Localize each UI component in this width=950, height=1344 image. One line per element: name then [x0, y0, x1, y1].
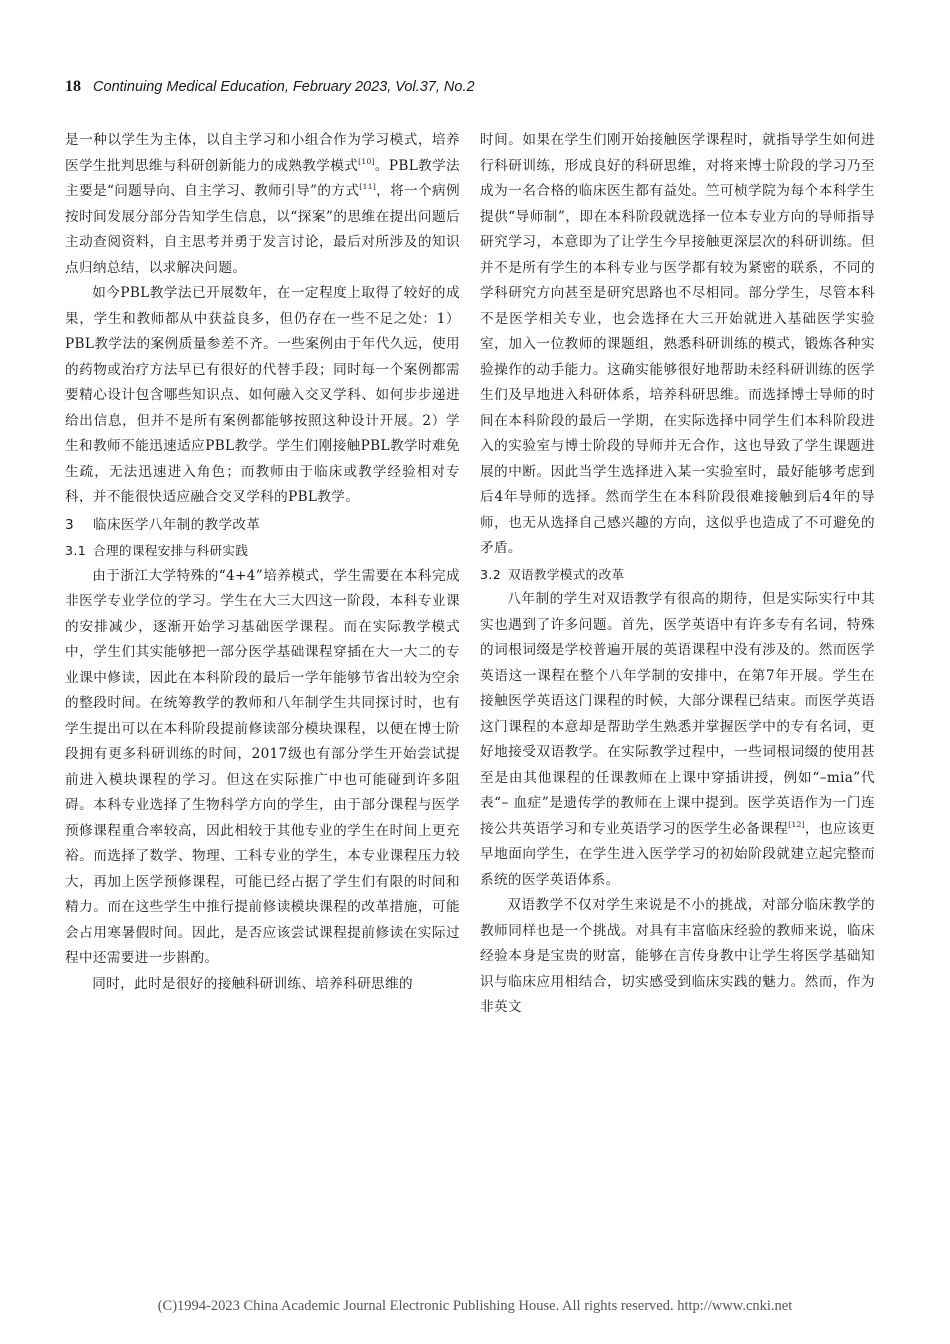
text: ，也应该更早地面向学生，在学生进入医学学习的初始阶段就建立起完整而系统的医学英语体系。 [480, 820, 876, 888]
running-header [65, 78, 885, 100]
subsection-number: 3.1 [65, 543, 87, 558]
citation-ref[interactable]: [12] [788, 819, 805, 829]
section-number: 3 [65, 516, 74, 533]
paragraph-pbl-shortcomings: 如今PBL教学法已开展数年，在一定程度上取得了较好的成果，学生和教师都从中获益良多，但仍存在一些不足之处：1）PBL教学法的案例质量参差不齐。一些案例由于年代久远，使用的药物或治疗方法早已有很好的代替手段；同时每一个案例都需要精心设计包含哪些知识点、如何融入交叉学科、如何步步递进给出信息，但并不是所有案例都能够按照这种设计开展。2）学生和教师不能迅速适应PBL教学。学生们刚接触PBL教学时难免生疏，无法迅速进入角色；而教师由于临床或教学经验相对专科，并不能很快适应融合交叉学科的PBL教学。 [65, 285, 460, 505]
text: ，将一个病例按时间发展分部分告知学生信息，以“探案”的思维在提出问题后主动查阅资料，自主思考并勇于发言讨论，最后对所涉及的知识点归纳总结，以求解决问题。 [65, 183, 460, 276]
journal-citation: Continuing Medical Education, February 2023, Vol.37, No.2 [93, 79, 475, 95]
subsection-heading-3-1 [65, 538, 460, 564]
copyright-footer [0, 1298, 950, 1315]
copyright-text: (C)1994-2023 China Academic Journal Electronic Publishing House. All rights reserved. [157, 1298, 674, 1314]
citation-ref[interactable]: [11] [359, 182, 377, 191]
text: 。PBL教学法主要是“问题导向、自主学习、教师引导”的方式 [65, 157, 460, 199]
section-heading-3 [65, 513, 460, 539]
subsection-title: 合理的课程安排与科研实践 [93, 543, 249, 558]
left-column [65, 128, 460, 997]
subsection-heading-3-2 [480, 562, 875, 588]
site-url[interactable]: http://www.cnki.net [677, 1298, 793, 1314]
right-column [480, 128, 875, 1021]
text: 是一种以学生为主体，以自主学习和小组合作为学习模式，培养医学生批判思维与科研创新能力的成熟教学模式 [65, 132, 460, 174]
subsection-title: 双语教学模式的改革 [508, 566, 625, 582]
paragraph-research-training-start: 同时，此时是很好的接触科研训练、培养科研思维的 [92, 975, 413, 992]
paragraph-curriculum: 由于浙江大学特殊的“4+4”培养模式，学生需要在本科完成非医学专业学位的学习。学生在大三大四这一阶段，本科专业课的安排减少，逐渐开始学习基础医学课程。而在实际教学模式中，学生们其实能够把一部分医学基础课程穿插在大一大二的专业课中修读，因此在本科阶段的最后一学年能够节省出较为空余的整段时间。在统筹教学的教师和八年制学生共同探讨时，也有学生提出可以在本科阶段提前修读部分模块课程，以便在博士阶段拥有更多科研训练的时间，2017级也有部分学生开始尝试提前进入模块课程的学习。但这在实际推广中也可能碰到许多阻碍。本科专业选择了生物科学方向的学生，由于部分课程与医学预修课程重合率较高，因此相较于其他专业的学生在时间上更充裕。而选择了数学、物理、工科专业的学生，本专业课程压力较大，再加上医学预修课程，可能已经占据了学生们有限的时间和精力。而在这些学生中推行提前修读模块课程的改革措施，可能会占用寒暑假时间。因此，是否应该尝试课程提前修读在实际过程中还需要进一步斟酌。 [65, 567, 460, 966]
citation-ref[interactable]: [10] [358, 156, 375, 166]
paragraph-teacher-challenge: 双语教学不仅对学生来说是不小的挑战，对部分临床教学的教师同样也是一个挑战。对具有丰富临床经验的教师来说，临床经验本身是宝贵的财富，能够在言传身教中让学生将医学基础知识与临床应用相结合，切实感受到临床实践的魅力。然而，作为非英文 [480, 897, 875, 1015]
subsection-number: 3.2 [480, 566, 502, 582]
text: 八年制的学生对双语教学有很高的期待，但是实际实行中其实也遇到了许多问题。首先，医学英语中有许多专有名词，特殊的词根词缀是学校普遍开展的英语课程中没有涉及的。然而医学英语这一课程在整个八年学制的安排中，在第7年开展。学生在接触医学英语这门课程的时候，大部分课程已结束。而医学英语这门课程的本意却是帮助学生熟悉并掌握医学中的专有名词，更好地接受双语教学。在实际教学过程中，一些词根词缀的使用甚至是由其他课程的任课教师在上课中穿插讲授，例如“–mia”代表“– 血症”是遗传学的教师在上课中提到。医学英语作为一门连接公共英语学习和专业英语学习的医学生必备课程 [480, 591, 875, 837]
section-title: 临床医学八年制的教学改革 [93, 516, 261, 533]
paragraph-pbl-definition [65, 128, 460, 281]
paragraph-research-training-cont: 时间。如果在学生们刚开始接触医学课程时，就指导学生如何进行科研训练，形成良好的科研思维，对将来博士阶段的学习乃至成为一名合格的临床医生都有益处。竺可桢学院为每个本科学生提供“导师制”，即在本科阶段就选择一位本专业方向的导师指导研究学习，本意即为了让学生今早接触更深层次的科研训练。但并不是所有学生的本科专业与医学都有较为紧密的联系，不同的学科研究方向甚至是研究思路也不尽相同。部分学生，尽管本科不是医学相关专业，也会选择在大三开始就进入基础医学实验室，加入一位教师的课题组，熟悉科研训练的模式，锻炼各种实验操作的动手能力。这确实能够很好地帮助未经科研训练的医学生们及早地进入科研体系，培养科研思维。而选择博士导师的时间在本科阶段的最后一学期，在实际选择中同学生们本科阶段进入的实验室与博士阶段的导师并无合作，这也导致了学生课题进展的中断。因此当学生选择进入某一实验室时，最好能够考虑到后4年导师的选择。然而学生在本科阶段很难接触到后4年的导师，也无从选择自己感兴趣的方向，这似乎也造成了不可避免的矛盾。 [480, 132, 875, 556]
page-number: 18 [65, 78, 81, 95]
paragraph-bilingual-teaching [480, 587, 875, 893]
